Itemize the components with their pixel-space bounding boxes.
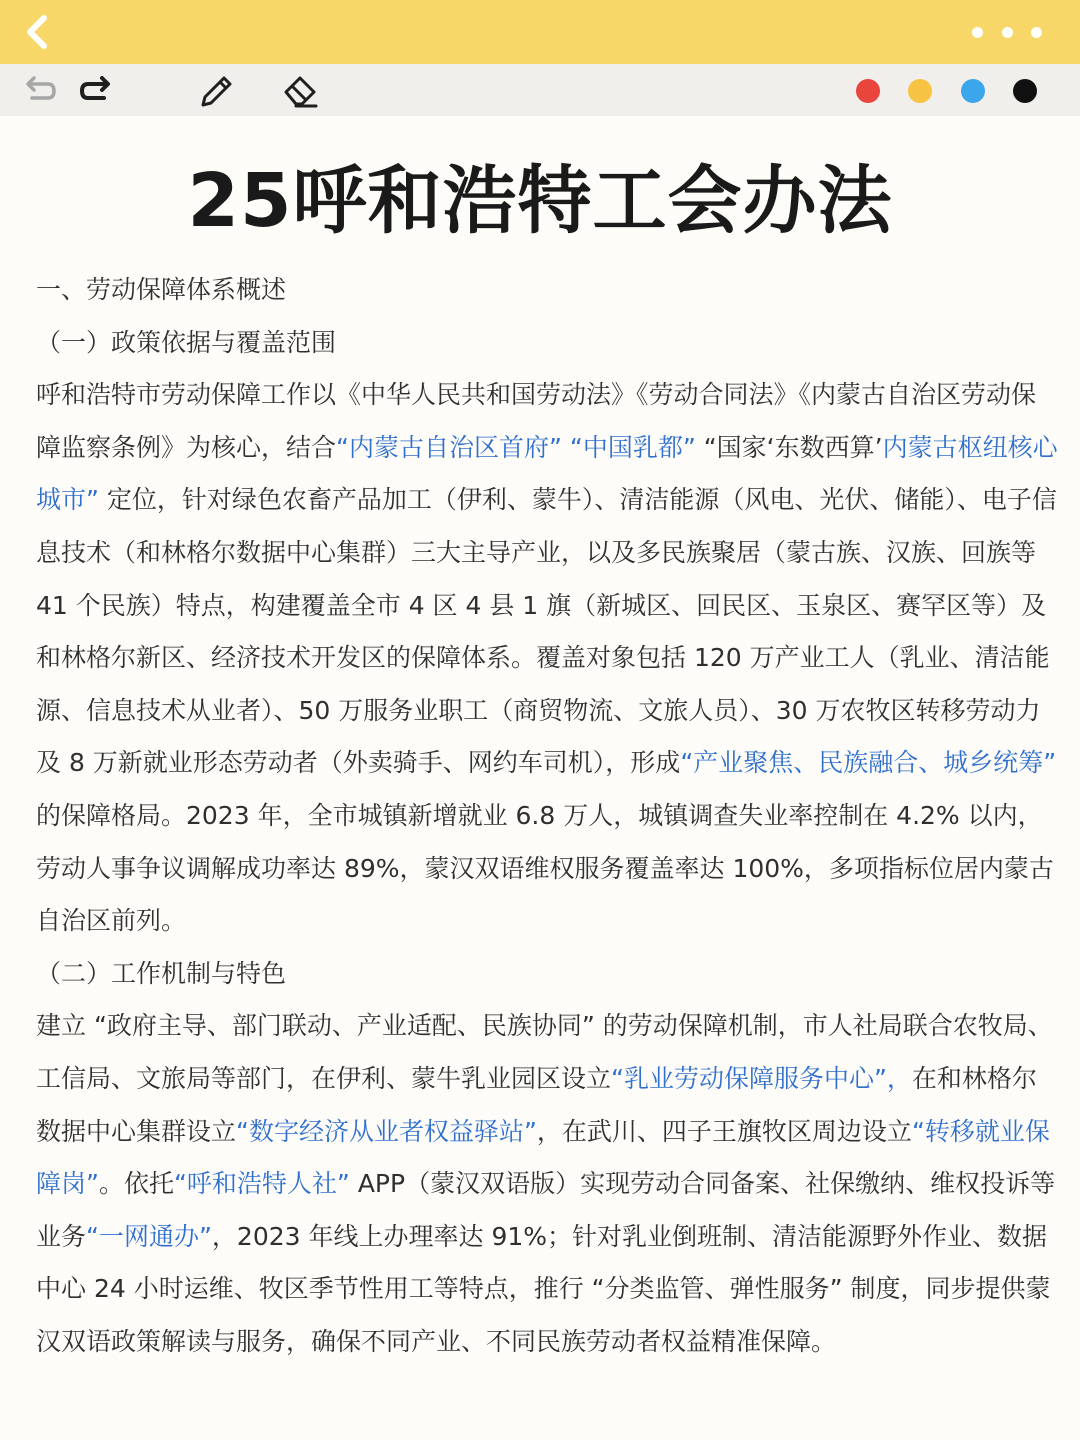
highlight-text: “内蒙古自治区首府” [336,432,562,462]
highlight-text: 内蒙古枢纽核心城市” [36,432,1058,515]
color-swatch-red[interactable] [856,79,880,103]
undo-icon [20,72,58,110]
text-run: 在和林格尔数据中心集群设立 [36,1063,1037,1146]
paragraph [36,369,1060,948]
redo-icon [78,72,116,110]
pencil-button[interactable] [197,72,235,110]
highlight-text: “数字经济从业者权益驿站” [236,1116,537,1146]
pencil-icon [197,72,235,110]
highlight-text: “转移就业保障岗” [36,1116,1050,1199]
text-run: 建立 “政府主导、部门联动、产业适配、民族协同” 的劳动保障机制，市人社局联合农牧局、工信局、文旅局等部门，在伊利、蒙牛乳业园区设立 [36,1011,1053,1093]
text-run: APP（蒙汉双语版）实现劳动合同备案、社保缴纳、维权投诉等业务 [36,1169,1056,1251]
text-run: ，2023 年线上办理率达 91%；针对乳业倒班制、清洁能源野外作业、数据中心 24 小时运维、牧区季节性用工等特点，推行 “分类监管、弹性服务” 制度，同步提供蒙汉双语政策解读与服务，确保不同产业、不同民族劳动者权益精准保障。 [36,1221,1051,1356]
redo-button[interactable] [78,72,116,110]
text-run: ，在武川、四子王旗牧区周边设立 [536,1116,912,1146]
top-bar [0,0,1080,64]
eraser-button[interactable] [282,72,320,110]
paragraph [36,1000,1060,1368]
eraser-icon [282,72,320,110]
color-swatch-black[interactable] [1013,79,1037,103]
section-heading: 一、劳动保障体系概述 [36,275,287,304]
text-run: 呼和浩特市劳动保障工作以《中华人民共和国劳动法》《劳动合同法》《内蒙古自治区劳动保障监察条例》为核心，结合 [36,380,1037,462]
text-run: 的保障格局。2023 年，全市城镇新增就业 6.8 万人，城镇调查失业率控制在 4.2% 以内，劳动人事争议调解成功率达 89%，蒙汉双语维权服务覆盖率达 100%，多项指标位居内蒙古自治区前列。 [36,800,1054,936]
more-dot [1031,27,1042,38]
highlight-text: “乳业劳动保障服务中心”， [611,1063,912,1093]
document-body [36,264,1060,1368]
back-button[interactable] [18,12,58,52]
highlight-text: “产业聚焦、民族融合、城乡统筹” [680,748,1057,778]
more-dot [972,27,983,38]
subsection-heading: （一）政策依据与覆盖范围 [36,327,337,357]
highlight-text: “一网通办” [86,1221,212,1251]
chevron-left-icon [18,12,58,52]
text-run: “国家‘东数西算’ [695,432,883,462]
text-run: 定位，针对绿色农畜产品加工（伊利、蒙牛）、清洁能源（风电、光伏、储能）、电子信息技术（和林格尔数据中心集群）三大主导产业，以及多民族聚居（蒙古族、汉族、回族等 41 个民族）特点，构建覆盖全市 4 区 4 县 1 旗（新城区、回民区、玉泉区、赛罕区等）及和林格尔新区、经济技术开发区的保障体系。覆盖对象包括 120 万产业工人（乳业、清洁能源、信息技术从业者）、50 万服务业职工（商贸物流、文旅人员）、30 万农牧区转移劳动力及 8 万新就业形态劳动者（外卖骑手、网约车司机），形成 [36,485,1057,778]
color-swatch-yellow[interactable] [908,79,932,103]
subsection-heading: （二）工作机制与特色 [36,958,287,988]
more-dot [1002,27,1013,38]
text-run: 。依托 [98,1169,174,1199]
more-options-button[interactable] [972,22,1042,42]
highlight-text: “中国乳都” [569,432,696,462]
undo-button[interactable] [20,72,58,110]
document-title: 25呼和浩特工会办法 [187,158,893,244]
color-swatch-blue[interactable] [961,79,985,103]
document-content [0,116,1080,1440]
text-run [562,433,570,462]
highlight-text: “呼和浩特人社” [173,1169,350,1199]
